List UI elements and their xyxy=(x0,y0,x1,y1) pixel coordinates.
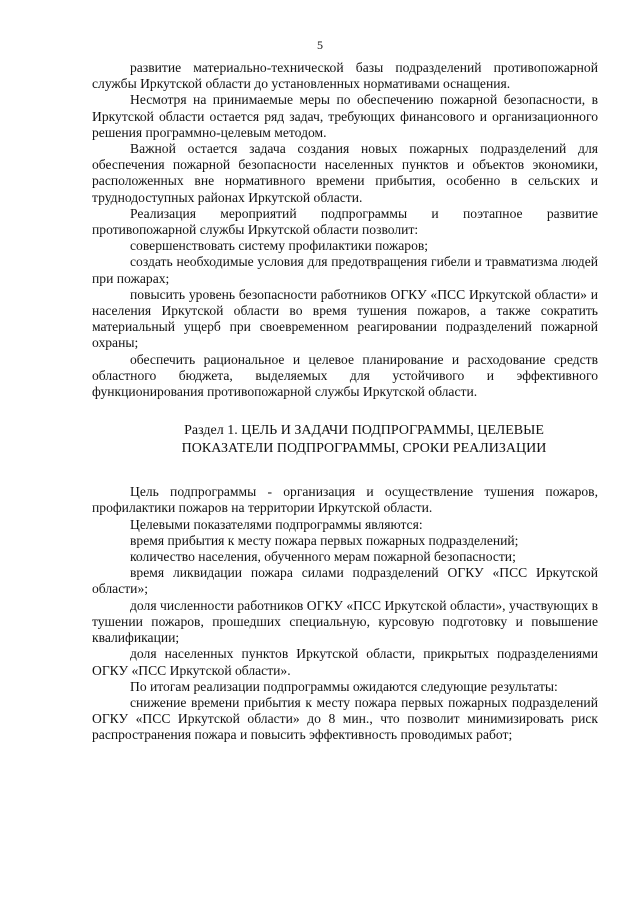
paragraph: Реализация мероприятий подпрограммы и поэтапное развитие противопожарной службы Иркутской области позволит: xyxy=(92,205,598,238)
list-item: совершенствовать систему профилактики пожаров; xyxy=(130,238,429,254)
section-heading-line-1: Раздел 1. ЦЕЛЬ И ЗАДАЧИ ПОДПРОГРАММЫ, ЦЕЛЕВЫЕ xyxy=(184,423,544,439)
list-item: доля численности работников ОГКУ «ПСС Иркутской области», участвующих в тушении пожаров, прошедших специальную, курсовую подготовку и повышение квалификации; xyxy=(92,597,598,646)
paragraph: Важной остается задача создания новых пожарных подразделений для обеспечения пожарной безопасности населенных пунктов и объектов экономики, расположенных вне нормативного времени прибытия, особенно в сельских и труднодоступных районах Иркутской области. xyxy=(92,141,598,205)
section-body xyxy=(92,484,598,743)
paragraph: Целевыми показателями подпрограммы являются: xyxy=(130,516,423,532)
section-heading xyxy=(92,422,598,458)
list-item: количество населения, обученного мерам пожарной безопасности; xyxy=(130,549,516,565)
paragraph: развитие материально-технической базы подразделений противопожарной службы Иркутской области до установленных нормативами оснащения. xyxy=(92,60,598,92)
paragraph: Цель подпрограммы - организация и осуществление тушения пожаров, профилактики пожаров на территории Иркутской области. xyxy=(92,484,598,516)
document-body xyxy=(92,60,598,744)
page-number: 5 xyxy=(317,38,323,52)
section-heading-line-2: ПОКАЗАТЕЛИ ПОДПРОГРАММЫ, СРОКИ РЕАЛИЗАЦИИ xyxy=(181,441,547,457)
paragraph: Несмотря на принимаемые меры по обеспечению пожарной безопасности, в Иркутской области остается ряд задач, требующих финансового и организационного решения программно-целевым методом. xyxy=(92,92,598,140)
list-item: создать необходимые условия для предотвращения гибели и травматизма людей при пожарах; xyxy=(92,254,598,286)
list-item: время ликвидации пожара силами подразделений ОГКУ «ПСС Иркутской области»; xyxy=(92,565,598,597)
list-item: снижение времени прибытия к месту пожара первых пожарных подразделений ОГКУ «ПСС Иркутской области» до 8 мин., что позволит минимизировать риск распространения пожара и повысить эффективность проводимых работ; xyxy=(92,694,598,743)
paragraph: По итогам реализации подпрограммы ожидаются следующие результаты: xyxy=(130,678,558,694)
list-item: обеспечить рациональное и целевое планирование и расходование средств областного бюджета, выделяемых для устойчивого и эффективного функционирования противопожарной службы Иркутской области. xyxy=(92,351,598,400)
list-item: доля населенных пунктов Иркутской области, прикрытых подразделениями ОГКУ «ПСС Иркутской области». xyxy=(92,646,598,678)
list-item: время прибытия к месту пожара первых пожарных подразделений; xyxy=(130,532,519,548)
list-item: повысить уровень безопасности работников ОГКУ «ПСС Иркутской области» и населения Иркутской области во время тушения пожаров, а также сократить материальный ущерб при своевременном реагировании подразделений пожарной охраны; xyxy=(92,286,598,351)
